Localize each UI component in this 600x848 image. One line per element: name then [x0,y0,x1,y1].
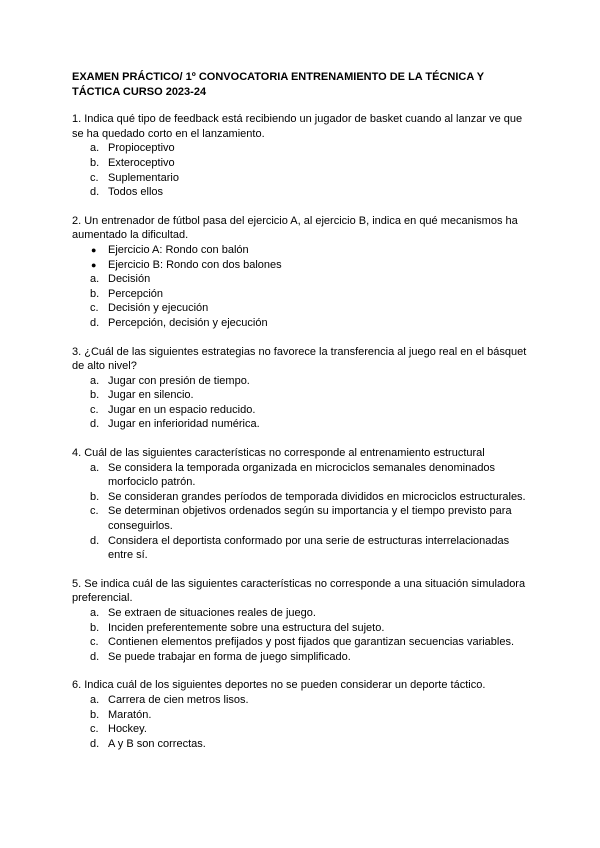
answer-option [72,504,532,533]
option-letter: d. [90,418,100,431]
option-text: Se consideran grandes períodos de temporada divididos en microciclos estructurales. [108,490,526,503]
option-letter: c. [90,403,99,416]
answer-option [72,156,532,171]
option-text: Carrera de cien metros lisos. [108,693,249,706]
answer-option [72,171,532,186]
answer-option [72,141,532,156]
answer-option [72,708,532,723]
question-4 [72,446,532,563]
answer-option [72,635,532,650]
option-text: Se extraen de situaciones reales de juego. [108,607,316,619]
option-letter: d. [90,186,100,199]
option-letter: c. [90,636,99,649]
exam-title [72,70,532,99]
answer-list [72,693,532,751]
questions-list [72,112,532,751]
option-letter: b. [90,287,100,300]
answer-list [72,606,532,664]
question-text: 2. Un entrenador de fútbol pasa del ejercicio A, al ejercicio B, indica en qué mecanismos ha aumentado la dificultad. [72,214,518,242]
bullet-item [72,243,532,258]
option-letter: c. [90,505,99,518]
option-letter: b. [90,156,100,169]
option-letter: c. [90,723,99,736]
answer-option [72,534,532,563]
option-text: Contienen elementos prefijados y post fijados que garantizan secuencias variables. [108,636,515,649]
option-text: Se puede trabajar en forma de juego simplificado. [108,650,351,663]
answer-option [72,722,532,737]
answer-option [72,621,532,636]
question-text: 1. Indica qué tipo de feedback está recibiendo un jugador de basket cuando al lanzar ve que se ha quedado corto en el lanzamiento. [72,113,523,140]
option-letter: a. [90,607,100,619]
option-letter: a. [90,142,100,155]
exam-document [72,70,532,765]
option-letter: d. [90,534,100,547]
option-text: Jugar en inferioridad numérica. [108,418,260,431]
option-text: Decisión [108,273,151,286]
option-letter: a. [90,461,100,474]
option-letter: b. [90,708,100,721]
answer-option [72,272,532,287]
question-3 [72,345,532,433]
option-letter: c. [90,302,99,315]
answer-option [72,461,532,490]
option-text: A y B son correctas. [108,737,206,750]
option-text: Maratón. [108,708,152,721]
answer-option [72,287,532,302]
bullet-text: Ejercicio B: Rondo con dos balones [108,258,282,271]
bullet-icon: ● [91,244,97,255]
option-text: Percepción, decisión y ejecución [108,316,268,329]
answer-list [72,243,532,331]
option-text: Considera el deportista conformado por una serie de estructuras interrelacionadas entre sí. [108,534,510,562]
question-text: 6. Indica cuál de los siguientes deportes no se pueden considerar un deporte táctico. [72,679,486,692]
option-letter: b. [90,490,100,503]
option-letter: a. [90,273,100,286]
answer-option [72,185,532,200]
answer-option [72,403,532,418]
option-letter: c. [90,171,99,184]
option-text: Se considera la temporada organizada en microciclos semanales denominados morfociclo patrón. [108,461,496,489]
option-text: Decisión y ejecución [108,302,209,315]
answer-list [72,141,532,199]
question-text: 5. Se indica cuál de las siguientes características no corresponde a una situación simuladora preferencial. [72,577,526,605]
option-letter: d. [90,737,100,750]
question-2 [72,214,532,331]
option-text: Hockey. [108,723,147,736]
answer-option [72,301,532,316]
option-text: Exteroceptivo [108,156,175,169]
answer-option [72,316,532,331]
option-text: Inciden preferentemente sobre una estructura del sujeto. [108,621,385,634]
option-text: Jugar en un espacio reducido. [108,403,256,416]
answer-option [72,606,532,621]
question-text: 4. Cuál de las siguientes características no corresponde al entrenamiento estructural [72,447,485,460]
option-text: Propioceptivo [108,142,175,155]
option-letter: a. [90,374,100,387]
option-letter: b. [90,621,100,634]
option-text: Suplementario [108,171,179,184]
answer-list [72,461,532,563]
answer-option [72,650,532,665]
question-text: 3. ¿Cuál de las siguientes estrategias no favorece la transferencia al juego real en el básquet de alto nivel? [72,345,527,373]
bullet-icon: ● [91,259,97,270]
exam-title-line-1: EXAMEN PRÁCTICO/ 1º CONVOCATORIA ENTRENAMIENTO DE LA TÉCNICA Y [72,71,485,83]
option-letter: a. [90,693,100,706]
answer-option [72,417,532,432]
question-6 [72,678,532,751]
exam-title-line-2: TÁCTICA CURSO 2023-24 [72,85,207,98]
answer-option [72,388,532,403]
bullet-text: Ejercicio A: Rondo con balón [108,243,249,256]
answer-option [72,374,532,389]
answer-option [72,490,532,505]
answer-list [72,374,532,432]
option-letter: d. [90,650,100,663]
answer-option [72,693,532,708]
question-1 [72,112,532,200]
option-text: Jugar con presión de tiempo. [108,374,250,387]
option-text: Jugar en silencio. [108,389,194,402]
option-text: Percepción [108,287,164,300]
option-letter: b. [90,389,100,402]
bullet-item [72,258,532,273]
question-5 [72,577,532,665]
option-letter: d. [90,316,100,329]
answer-option [72,737,532,752]
option-text: Se determinan objetivos ordenados según su importancia y el tiempo previsto para conseguirlos. [108,505,512,533]
option-text: Todos ellos [108,186,164,199]
